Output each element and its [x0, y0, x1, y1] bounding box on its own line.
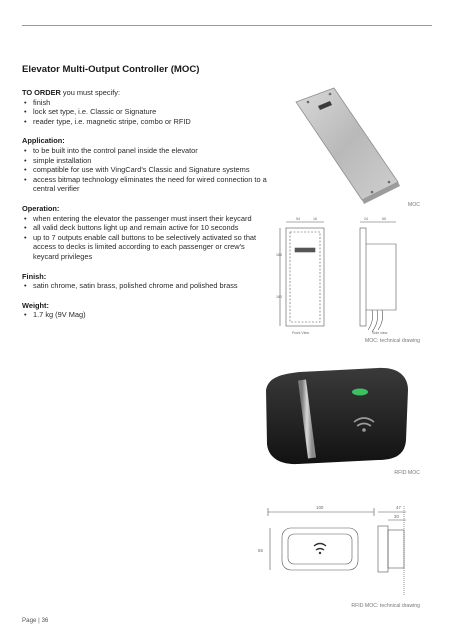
rfid-dim-depth2: 30 [394, 514, 399, 519]
moc-drawing-caption: MOC: technical drawing [364, 338, 420, 344]
finish-heading: Finish: [22, 271, 47, 281]
spec-column [22, 88, 268, 330]
moc-dim-w1: 54 [296, 217, 300, 221]
list-item: • all valid deck buttons light up and remain active for 10 seconds [22, 223, 268, 233]
list-item: • compatible for use with VingCard's Classic and Signature systems [22, 165, 268, 175]
list-item: • 1.7 kg (9V Mag) [22, 310, 268, 320]
list-item: • finish [22, 98, 268, 108]
application-heading: Application: [22, 136, 65, 146]
rfid-dim-height: 56 [258, 548, 263, 553]
moc-dim-w2: 16 [313, 217, 317, 221]
to-order-lead: you must specify: [60, 88, 121, 97]
rfid-moc-product-image [258, 360, 416, 470]
list-item: • to be built into the control panel inside the elevator [22, 146, 268, 156]
rfid-dim-depth: 47 [396, 505, 401, 510]
rfid-moc-drawing-caption: RFID MOC: technical drawing [351, 603, 420, 609]
list-item: • reader type, i.e. magnetic stripe, combo or RFID [22, 117, 268, 127]
moc-product-image [288, 86, 408, 206]
moc-side-view-label: Side view [372, 331, 388, 335]
weight-section [22, 301, 268, 320]
weight-heading: Weight: [22, 300, 49, 310]
moc-dim-w3: 24 [364, 217, 368, 221]
to-order-heading-line [22, 88, 268, 98]
moc-front-view-label: Front View [292, 331, 310, 335]
application-section [22, 136, 268, 194]
page-title: Elevator Multi-Output Controller (MOC) [22, 64, 200, 75]
page-number: Page | 36 [22, 617, 49, 624]
moc-caption: MOC [407, 202, 420, 208]
list-item: • access bitmap technology eliminates the need for wired connection to a central verifier [22, 175, 268, 194]
list-item: • lock set type, i.e. Classic or Signature [22, 107, 268, 117]
list-item: • up to 7 outputs enable call buttons to be selectively activated so that access to decks is limited according to each passenger or crew's keycard privileges [22, 233, 268, 262]
list-item: • satin chrome, satin brass, polished chrome and polished brass [22, 281, 268, 291]
to-order-list [22, 98, 268, 127]
rfid-moc-technical-drawing [254, 496, 420, 600]
weight-list [22, 310, 268, 320]
rfid-moc-caption: RFID MOC [394, 470, 420, 476]
finish-section [22, 272, 268, 291]
to-order-heading: TO ORDER [22, 88, 61, 97]
list-item: • when entering the elevator the passenger must insert their keycard [22, 214, 268, 224]
operation-heading: Operation: [22, 203, 60, 213]
application-list [22, 146, 268, 194]
moc-dim-h1: 186 [276, 253, 282, 257]
finish-list [22, 281, 268, 291]
operation-list [22, 214, 268, 262]
list-item: • simple installation [22, 156, 268, 166]
moc-dim-h2: 160 [276, 295, 282, 299]
top-rule [22, 25, 432, 26]
operation-section [22, 204, 268, 262]
to-order-section [22, 88, 268, 126]
moc-technical-drawing [276, 214, 426, 338]
rfid-dim-width: 100 [316, 505, 324, 510]
moc-dim-w4: 65 [382, 217, 386, 221]
